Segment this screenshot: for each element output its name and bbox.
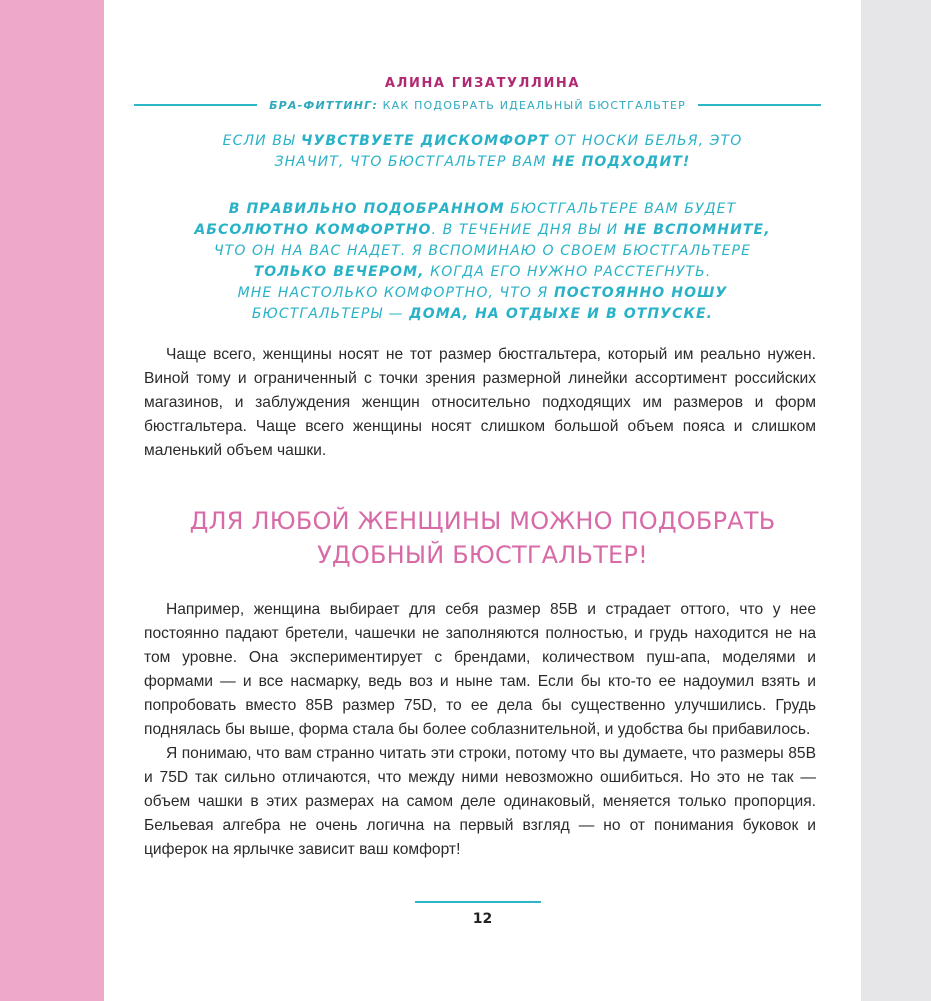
running-header-subtitle: БРА-ФИТТИНГ: КАК ПОДОБРАТЬ ИДЕАЛЬНЫЙ БЮСТГАЛЬТЕР: [269, 98, 686, 112]
header-rule-right: [698, 104, 821, 106]
pull-quote-2: [104, 199, 861, 325]
body-paragraph-2: Например, женщина выбирает для себя размер 85B и страдает оттого, что у нее постоянно падают бретели, чашечки не заполняются полностью, и грудь находится не на том уровне. Она экспериментирует с брендами, количеством пуш-апа, моделями и формами — и все насмарку, ведь воз и ныне там. Если бы кто-то ее надоумил взять и попробовать вместо 85B размер 75D, то ее дела бы существенно улучшились. Грудь поднялась бы выше, форма стала бы более соблазнительной, и удобства бы прибавилось.: [144, 601, 816, 738]
running-header-author: АЛИНА ГИЗАТУЛЛИНА: [384, 76, 581, 91]
left-pink-margin: [0, 0, 104, 1001]
running-header-subtitle-row: [134, 96, 821, 114]
quote2-line: В ПРАВИЛЬНО ПОДОБРАННОМ БЮСТГАЛЬТЕРЕ ВАМ БУДЕТ: [228, 201, 737, 217]
book-page: [104, 0, 861, 1001]
page-number: 12: [472, 911, 493, 927]
quote2-line: ТОЛЬКО ВЕЧЕРОМ, КОГДА ЕГО НУЖНО РАССТЕГНУТЬ.: [253, 264, 712, 280]
header-rule-left: [134, 104, 257, 106]
quote2-line: ЧТО ОН НА ВАС НАДЕТ. Я ВСПОМИНАЮ О СВОЕМ БЮСТГАЛЬТЕРЕ: [213, 243, 752, 259]
quote2-line: БЮСТГАЛЬТЕРЫ — ДОМА, НА ОТДЫХЕ И В ОТПУСКЕ.: [251, 306, 714, 322]
quote1-line: ЕСЛИ ВЫ ЧУВСТВУЕТЕ ДИСКОМФОРТ ОТ НОСКИ БЕЛЬЯ, ЭТО: [222, 133, 743, 149]
quote1-line: ЗНАЧИТ, ЧТО БЮСТГАЛЬТЕР ВАМ НЕ ПОДХОДИТ!: [274, 154, 691, 170]
section-heading: ДЛЯ ЛЮБОЙ ЖЕНЩИНЫ МОЖНО ПОДОБРАТЬ УДОБНЫЙ БЮСТГАЛЬТЕР!: [189, 507, 776, 569]
right-gray-margin: [861, 0, 931, 1001]
quote2-line: АБСОЛЮТНО КОМФОРТНО. В ТЕЧЕНИЕ ДНЯ ВЫ И НЕ ВСПОМНИТЕ,: [194, 222, 771, 238]
pull-quote-1: [104, 131, 861, 173]
body-paragraph-1: Чаще всего, женщины носят не тот размер бюстгальтера, который им реально нужен. Виной тому и ограниченный с точки зрения размерной линейки ассортимент российских магазинов, и заблуждения женщин относительно подходящих им размеров и форм бюстгальтера. Чаще всего женщины носят слишком большой объем пояса и слишком маленький объем чашки.: [144, 346, 816, 459]
footer-rule: [415, 901, 541, 903]
body-paragraph-3: Я понимаю, что вам странно читать эти строки, потому что вы думаете, что размеры 85B и 75D так сильно отличаются, что между ними невозможно ошибиться. Но это не так — объем чашки в этих размерах на самом деле одинаковый, меняется только пропорция. Бельевая алгебра не очень логична на первый взгляд — но от понимания буковок и циферок на ярлычке зависит ваш комфорт!: [144, 745, 816, 858]
quote2-line: МНЕ НАСТОЛЬКО КОМФОРТНО, ЧТО Я ПОСТОЯННО НОШУ: [237, 285, 728, 301]
body-paragraphs-2: [144, 598, 816, 862]
